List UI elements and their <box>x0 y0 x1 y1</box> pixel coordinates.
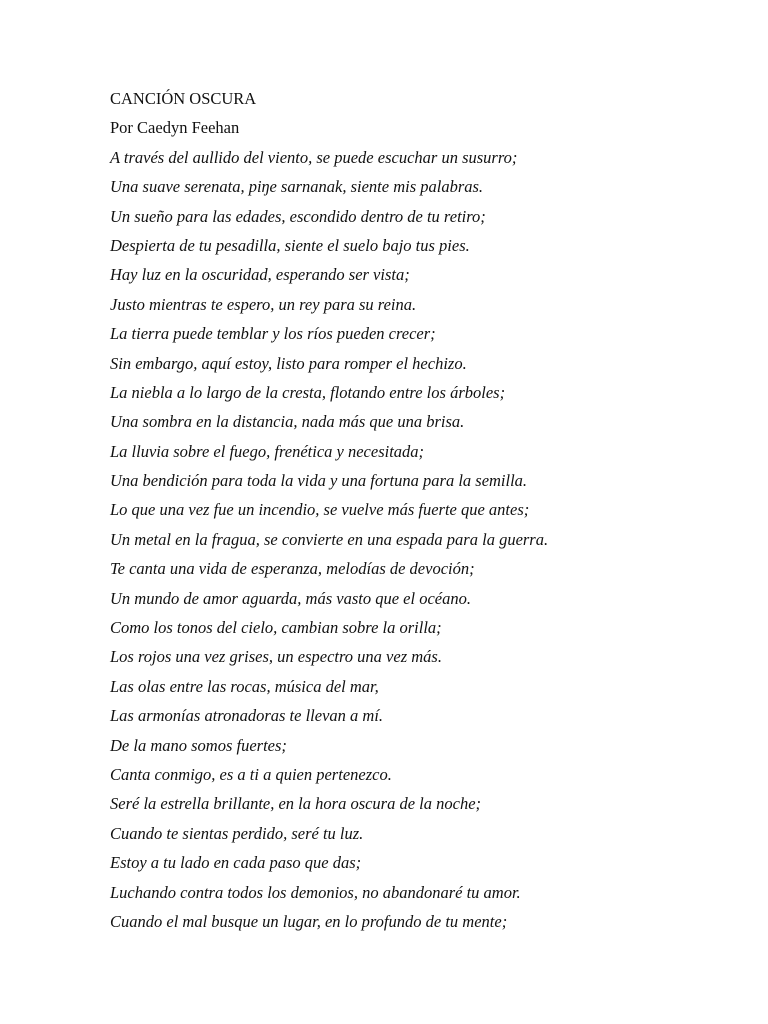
poem-line: Las armonías atronadoras te llevan a mí. <box>110 706 384 726</box>
poem-line: La tierra puede temblar y los ríos pueden crecer; <box>110 324 436 344</box>
poem-line: Como los tonos del cielo, cambian sobre la orilla; <box>110 618 442 638</box>
poem-line: Cuando el mal busque un lugar, en lo profundo de tu mente; <box>110 911 508 931</box>
poem-title: CANCIÓN OSCURA <box>110 89 257 108</box>
poem-line: Las olas entre las rocas, música del mar, <box>110 676 379 696</box>
poem-line: Una sombra en la distancia, nada más que una brisa. <box>110 412 465 432</box>
poem-line: Seré la estrella brillante, en la hora oscura de la noche; <box>110 794 482 814</box>
poem-line: Sin embargo, aquí estoy, listo para romper el hechizo. <box>110 353 467 373</box>
poem-line: Hay luz en la oscuridad, esperando ser vista; <box>110 265 410 285</box>
poem-line: Un sueño para las edades, escondido dentro de tu retiro; <box>110 206 486 226</box>
poem-line: Te canta una vida de esperanza, melodías de devoción; <box>110 559 475 579</box>
poem-line: De la mano somos fuertes; <box>110 735 287 755</box>
poem-line: A través del aullido del viento, se puede escuchar un susurro; <box>110 147 518 167</box>
poem-line: Canta conmigo, es a ti a quien pertenezco. <box>110 764 392 784</box>
poem-line: Un metal en la fragua, se convierte en una espada para la guerra. <box>110 529 549 549</box>
poem-line: Despierta de tu pesadilla, siente el suelo bajo tus pies. <box>110 235 470 255</box>
poem-line: Estoy a tu lado en cada paso que das; <box>110 853 362 873</box>
poem-line: Los rojos una vez grises, un espectro una vez más. <box>110 647 442 667</box>
poem-line: La niebla a lo largo de la cresta, flotando entre los árboles; <box>110 382 506 402</box>
poem-line: La lluvia sobre el fuego, frenética y necesitada; <box>110 441 425 461</box>
poem-author: Por Caedyn Feehan <box>110 118 240 138</box>
poem-line: Una bendición para toda la vida y una fortuna para la semilla. <box>110 471 528 491</box>
poem-line: Justo mientras te espero, un rey para su reina. <box>110 294 417 314</box>
poem-line: Lo que una vez fue un incendio, se vuelve más fuerte que antes; <box>110 500 530 520</box>
poem-line: Un mundo de amor aguarda, más vasto que el océano. <box>110 588 471 608</box>
poem-line: Luchando contra todos los demonios, no abandonaré tu amor. <box>110 882 521 902</box>
poem-line: Una suave serenata, piŋe sarnanak, siente mis palabras. <box>110 177 484 197</box>
poem-body <box>110 84 730 936</box>
poem-line: Cuando te sientas perdido, seré tu luz. <box>110 823 364 843</box>
